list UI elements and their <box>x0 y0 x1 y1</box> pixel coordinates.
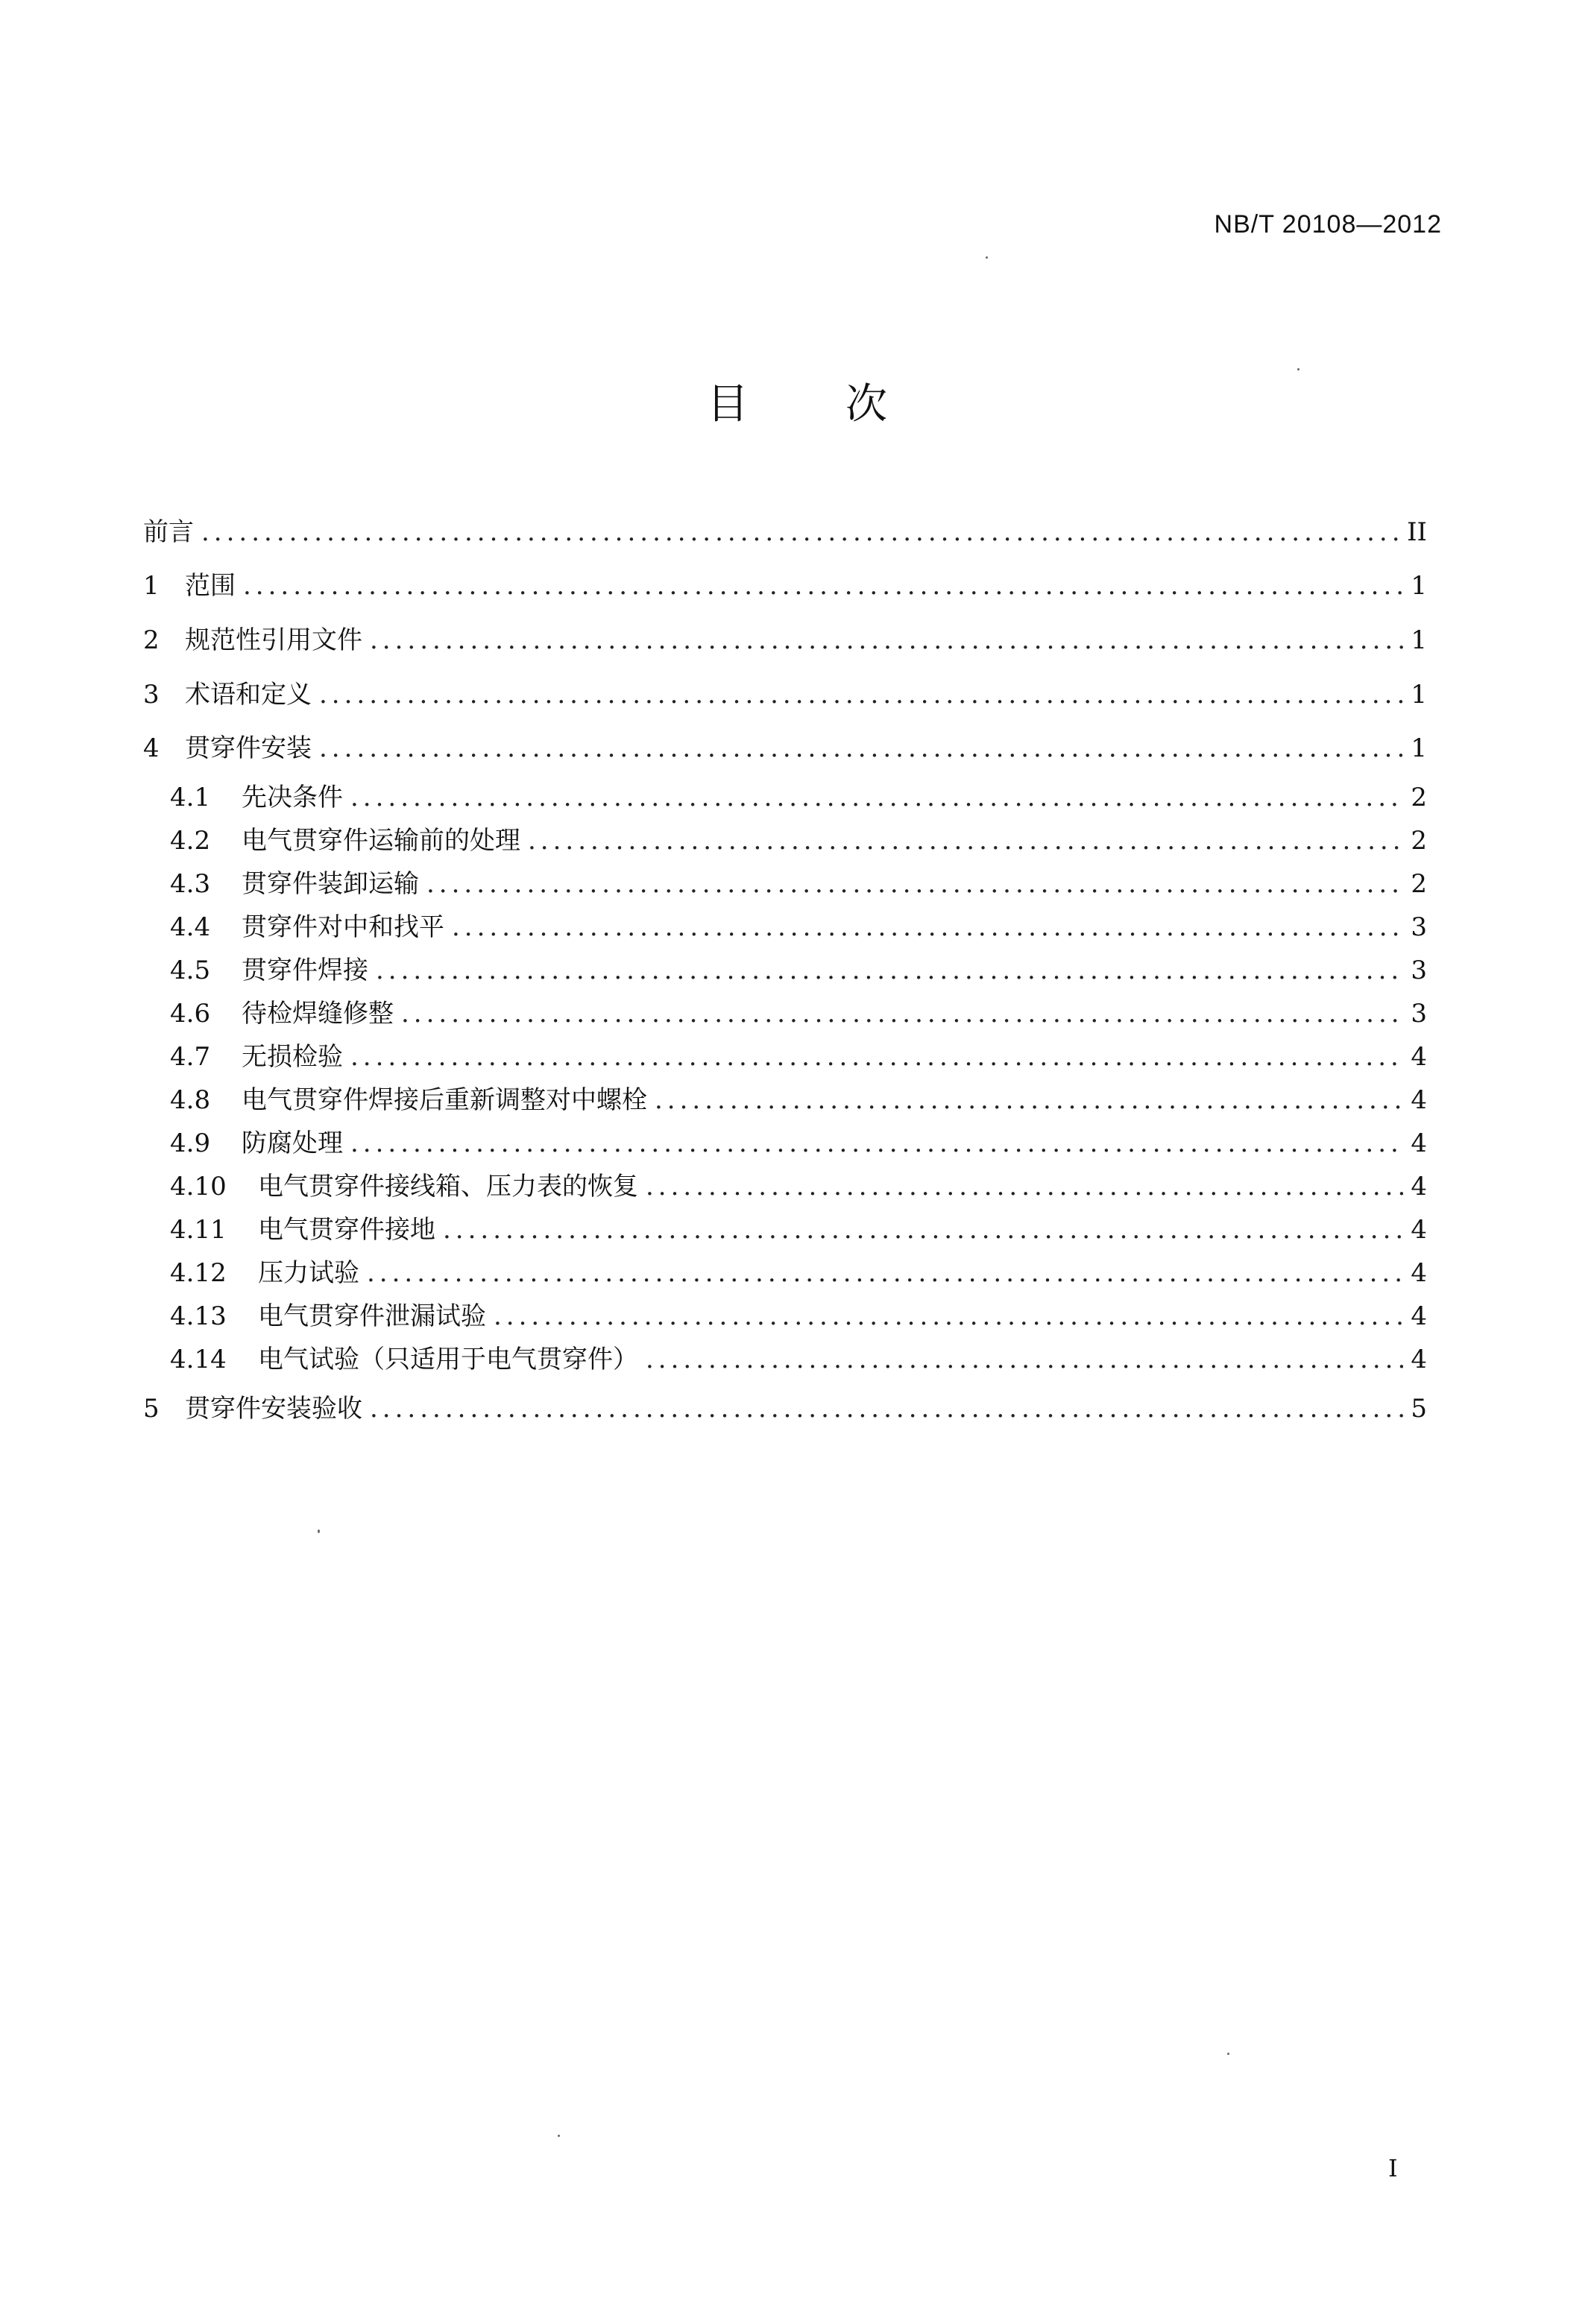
toc-leader-dots <box>452 912 1403 942</box>
page-number: I <box>1388 2154 1398 2182</box>
toc-entry-number: 4.2 <box>170 826 211 856</box>
toc-entry-number: 4 <box>143 733 160 763</box>
toc-entry-2[interactable] <box>143 619 1427 656</box>
toc-entry-label: 贯穿件焊接 <box>242 956 368 985</box>
toc-entry-label: 电气贯穿件泄漏试验 <box>258 1301 486 1331</box>
toc-entry-page: 4 <box>1411 1042 1427 1072</box>
toc-entry-page: 2 <box>1411 869 1427 899</box>
scan-speck <box>1227 2053 1229 2055</box>
toc-entry-page: 4 <box>1411 1128 1427 1158</box>
toc-entry-number: 4.3 <box>170 869 211 899</box>
toc-entry-page: 3 <box>1411 956 1427 985</box>
toc-entry-page: 3 <box>1411 999 1427 1029</box>
toc-entry-4-6[interactable] <box>170 993 1427 1029</box>
toc-leader-dots <box>350 1042 1403 1072</box>
toc-entry-1[interactable] <box>143 565 1427 601</box>
toc-leader-dots <box>319 680 1403 710</box>
toc-entry-label: 待检焊缝修整 <box>242 999 394 1029</box>
toc-leader-dots <box>319 733 1403 763</box>
toc-entry-number: 4.14 <box>170 1345 227 1374</box>
toc-entry-number: 1 <box>143 571 160 601</box>
toc-leader-dots <box>443 1215 1403 1245</box>
toc-entry-number: 4.7 <box>170 1042 211 1072</box>
toc-entry-page: 1 <box>1411 680 1427 710</box>
toc-entry-4-14[interactable] <box>170 1339 1427 1375</box>
toc-leader-dots <box>528 826 1403 856</box>
toc-entry-number: 5 <box>143 1394 160 1424</box>
toc-entry-label: 电气试验（只适用于电气贯穿件） <box>258 1345 638 1374</box>
toc-entry-page: 1 <box>1411 571 1427 601</box>
toc-entry-4-2[interactable] <box>170 820 1427 856</box>
toc-entry-number: 4.10 <box>170 1172 227 1202</box>
scan-speck <box>558 2135 560 2137</box>
toc-leader-dots <box>426 869 1403 899</box>
toc-entry-label: 贯穿件对中和找平 <box>242 912 444 942</box>
page-title: 目次 <box>707 380 984 429</box>
toc-entry-label: 贯穿件安装 <box>185 733 312 763</box>
toc-entry-number: 3 <box>143 680 160 710</box>
toc-leader-dots <box>367 1258 1403 1288</box>
toc-entry-4-9[interactable] <box>170 1122 1427 1159</box>
toc-entry-label: 电气贯穿件接地 <box>258 1215 435 1245</box>
toc-entry-number: 2 <box>143 625 160 655</box>
toc-entry-number: 4.9 <box>170 1128 211 1158</box>
toc-entry-page: 4 <box>1411 1215 1427 1245</box>
toc-entry-page: 4 <box>1411 1172 1427 1202</box>
toc-leader-dots <box>350 1128 1403 1158</box>
toc-entry-page: 3 <box>1411 912 1427 942</box>
toc-entry-page: 1 <box>1411 733 1427 763</box>
toc-entry-label: 防腐处理 <box>242 1128 343 1158</box>
toc-entry-number: 4.4 <box>170 912 211 942</box>
toc-leader-dots <box>494 1301 1403 1331</box>
toc-entry-5[interactable] <box>143 1388 1427 1424</box>
toc-entry-4-1[interactable] <box>170 777 1427 813</box>
toc-entry-4-4[interactable] <box>170 906 1427 943</box>
toc-leader-dots <box>370 625 1403 655</box>
toc-entry-label: 电气贯穿件运输前的处理 <box>242 826 520 856</box>
toc-entry-label: 电气贯穿件焊接后重新调整对中螺栓 <box>242 1085 647 1115</box>
toc-leader-dots <box>201 517 1399 547</box>
toc-entry-page: 4 <box>1411 1085 1427 1115</box>
toc-entry-label: 压力试验 <box>258 1258 359 1288</box>
toc-entry-page: 4 <box>1411 1345 1427 1374</box>
toc-leader-dots <box>401 999 1403 1029</box>
toc-entry-label: 前言 <box>143 517 194 547</box>
toc-entry-label: 无损检验 <box>242 1042 343 1072</box>
toc-entry-number: 4.12 <box>170 1258 227 1288</box>
toc-entry-label: 术语和定义 <box>185 680 312 710</box>
toc-entry-4-3[interactable] <box>170 863 1427 900</box>
toc-leader-dots <box>350 783 1403 812</box>
toc-entry-foreword[interactable] <box>143 511 1427 548</box>
toc-entry-4-11[interactable] <box>170 1209 1427 1245</box>
toc-entry-4-7[interactable] <box>170 1036 1427 1073</box>
toc-entry-number: 4.13 <box>170 1301 227 1331</box>
toc-entry-page: 5 <box>1411 1394 1427 1424</box>
toc-entry-number: 4.8 <box>170 1085 211 1115</box>
toc-entry-label: 贯穿件装卸运输 <box>242 869 419 899</box>
toc-entry-4[interactable] <box>143 727 1427 764</box>
toc-leader-dots <box>370 1394 1403 1424</box>
toc-entry-number: 4.6 <box>170 999 211 1029</box>
toc-leader-dots <box>376 956 1403 985</box>
scan-speck <box>318 1529 320 1533</box>
toc-entry-number: 4.5 <box>170 956 211 985</box>
toc-leader-dots <box>646 1345 1403 1374</box>
toc-entry-label: 范围 <box>185 571 236 601</box>
scan-speck <box>986 256 988 259</box>
toc-entry-3[interactable] <box>143 674 1427 710</box>
toc-leader-dots <box>646 1172 1403 1202</box>
toc-entry-4-5[interactable] <box>170 950 1427 986</box>
toc-entry-page: 4 <box>1411 1301 1427 1331</box>
toc-entry-page: 2 <box>1411 783 1427 812</box>
toc-entry-4-8[interactable] <box>170 1079 1427 1116</box>
toc-entry-4-13[interactable] <box>170 1295 1427 1332</box>
toc-entry-page: 4 <box>1411 1258 1427 1288</box>
toc-leader-dots <box>655 1085 1403 1115</box>
toc-entry-label: 规范性引用文件 <box>185 625 362 655</box>
toc-entry-page: 1 <box>1411 625 1427 655</box>
toc-entry-4-10[interactable] <box>170 1166 1427 1202</box>
scan-speck <box>1297 368 1300 370</box>
toc-entry-number: 4.1 <box>170 783 211 812</box>
toc-entry-label: 电气贯穿件接线箱、压力表的恢复 <box>258 1172 638 1202</box>
toc-leader-dots <box>243 571 1403 601</box>
toc-entry-page: II <box>1407 517 1427 547</box>
toc-entry-4-12[interactable] <box>170 1252 1427 1289</box>
toc-entry-label: 贯穿件安装验收 <box>185 1394 362 1424</box>
toc-entry-label: 先决条件 <box>242 783 343 812</box>
toc-entry-page: 2 <box>1411 826 1427 856</box>
toc-entry-number: 4.11 <box>170 1215 227 1245</box>
standard-code: NB/T 20108—2012 <box>1214 210 1442 239</box>
